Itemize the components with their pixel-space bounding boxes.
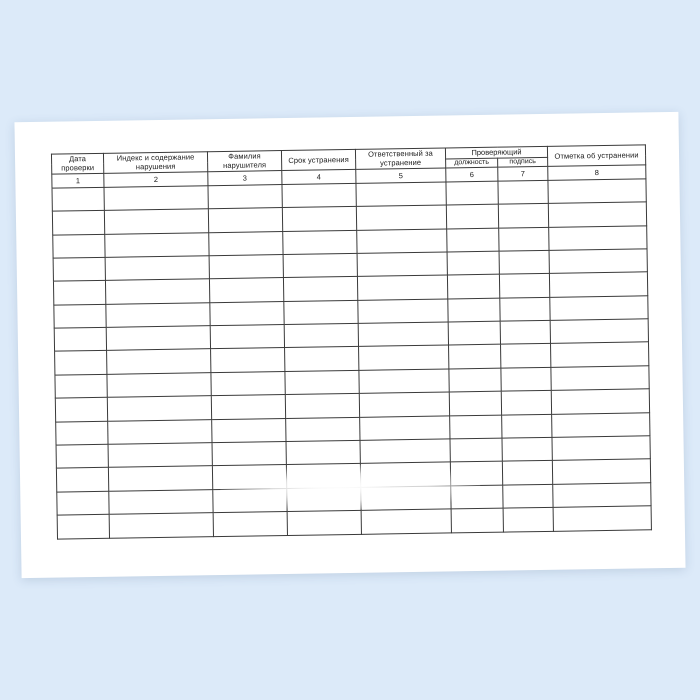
- table-cell[interactable]: [282, 207, 356, 232]
- header-deadline: Срок устранения: [281, 149, 355, 170]
- table-cell[interactable]: [55, 374, 107, 398]
- table-cell[interactable]: [360, 416, 450, 441]
- table-cell[interactable]: [498, 180, 548, 204]
- col-number-6: 6: [446, 167, 498, 182]
- col-number-8: 8: [548, 165, 646, 181]
- table-cell[interactable]: [500, 320, 550, 344]
- table-cell[interactable]: [285, 347, 359, 372]
- table-cell[interactable]: [501, 344, 551, 368]
- table-cell[interactable]: [357, 228, 447, 253]
- table-cell[interactable]: [211, 348, 285, 373]
- table-cell[interactable]: [500, 297, 550, 321]
- table-cell[interactable]: [449, 345, 501, 369]
- table-wrap: [51, 144, 651, 539]
- table-cell[interactable]: [53, 234, 105, 258]
- table-cell[interactable]: [551, 342, 649, 367]
- table-cell[interactable]: [552, 459, 650, 484]
- table-cell[interactable]: [499, 250, 549, 274]
- table-cell[interactable]: [283, 277, 357, 302]
- table-cell[interactable]: [501, 391, 551, 415]
- header-inspector-position: должность: [446, 158, 498, 168]
- table-cell[interactable]: [55, 398, 107, 422]
- table-cell[interactable]: [498, 204, 548, 228]
- table-cell[interactable]: [502, 414, 552, 438]
- table-cell[interactable]: [210, 301, 284, 326]
- table-cell[interactable]: [356, 182, 446, 207]
- table-cell[interactable]: [57, 515, 109, 539]
- table-cell[interactable]: [210, 325, 284, 350]
- table-cell[interactable]: [55, 351, 107, 375]
- table-cell[interactable]: [56, 468, 108, 492]
- table-cell[interactable]: [446, 181, 498, 205]
- table-cell[interactable]: [208, 184, 282, 209]
- table-cell[interactable]: [361, 509, 451, 534]
- paper-sheet: [14, 112, 685, 578]
- table-cell[interactable]: [57, 491, 109, 515]
- table-cell[interactable]: [211, 371, 285, 396]
- table-cell[interactable]: [503, 508, 553, 532]
- table-cell[interactable]: [501, 367, 551, 391]
- table-cell[interactable]: [360, 462, 450, 487]
- table-cell[interactable]: [451, 485, 503, 509]
- table-cell[interactable]: [105, 232, 209, 257]
- table-cell[interactable]: [551, 366, 649, 391]
- table-cell[interactable]: [550, 296, 648, 321]
- table-cell[interactable]: [104, 185, 208, 210]
- header-date: Дата проверки: [51, 153, 103, 174]
- table-cell[interactable]: [446, 204, 498, 228]
- table-cell[interactable]: [549, 249, 647, 274]
- table-cell[interactable]: [106, 302, 210, 327]
- header-responsible: Ответственный за устранение: [355, 148, 445, 169]
- col-number-2: 2: [104, 171, 208, 187]
- inspection-log-table: [51, 144, 652, 539]
- table-cell[interactable]: [552, 436, 650, 461]
- table-cell[interactable]: [56, 444, 108, 468]
- table-cell[interactable]: [211, 395, 285, 420]
- table-cell[interactable]: [283, 253, 357, 278]
- sheet-inner: [14, 112, 685, 578]
- table-cell[interactable]: [548, 179, 646, 204]
- table-cell[interactable]: [550, 319, 648, 344]
- col-number-7: 7: [498, 166, 548, 181]
- table-cell[interactable]: [451, 508, 503, 532]
- table-cell[interactable]: [284, 323, 358, 348]
- table-cell[interactable]: [213, 488, 287, 513]
- table-cell[interactable]: [503, 484, 553, 508]
- table-cell[interactable]: [212, 442, 286, 467]
- table-cell[interactable]: [285, 394, 359, 419]
- table-cell[interactable]: [356, 205, 446, 230]
- table-cell[interactable]: [54, 304, 106, 328]
- table-cell[interactable]: [553, 483, 651, 508]
- table-cell[interactable]: [209, 278, 283, 303]
- table-cell[interactable]: [56, 421, 108, 445]
- col-number-5: 5: [356, 168, 446, 183]
- table-cell[interactable]: [552, 412, 650, 437]
- table-cell[interactable]: [287, 487, 361, 512]
- table-cell[interactable]: [54, 327, 106, 351]
- header-violation: Индекс и содержание нарушения: [103, 152, 207, 173]
- header-inspector-group: Проверяющий: [445, 146, 547, 159]
- table-cell[interactable]: [107, 396, 211, 421]
- table-cell[interactable]: [449, 391, 501, 415]
- table-cell[interactable]: [499, 227, 549, 251]
- col-number-1: 1: [52, 173, 104, 188]
- table-cell[interactable]: [357, 252, 447, 277]
- header-resolution-mark: Отметка об устранении: [547, 145, 645, 166]
- table-cell[interactable]: [359, 345, 449, 370]
- table-cell[interactable]: [553, 506, 651, 531]
- table-cell[interactable]: [450, 415, 502, 439]
- table-cell[interactable]: [447, 274, 499, 298]
- table-cell[interactable]: [502, 437, 552, 461]
- table-cell[interactable]: [287, 511, 361, 536]
- table-cell[interactable]: [447, 251, 499, 275]
- col-number-4: 4: [282, 169, 356, 184]
- table-cell[interactable]: [108, 466, 212, 491]
- table-cell[interactable]: [548, 202, 646, 227]
- header-row-main: [51, 145, 645, 165]
- table-cell[interactable]: [53, 257, 105, 281]
- table-cell[interactable]: [448, 298, 500, 322]
- table-cell[interactable]: [208, 208, 282, 233]
- table-cell[interactable]: [283, 230, 357, 255]
- table-cell[interactable]: [286, 464, 360, 489]
- table-cell[interactable]: [285, 370, 359, 395]
- table-cell[interactable]: [448, 321, 500, 345]
- table-cell[interactable]: [213, 512, 287, 537]
- table-cell[interactable]: [549, 272, 647, 297]
- table-cell[interactable]: [359, 369, 449, 394]
- table-cell[interactable]: [53, 281, 105, 305]
- header-violator-name: Фамилия нарушителя: [207, 151, 281, 172]
- table-cell[interactable]: [447, 228, 499, 252]
- table-cell[interactable]: [358, 299, 448, 324]
- table-cell[interactable]: [361, 486, 451, 511]
- table-body: [52, 179, 651, 539]
- table-cell[interactable]: [359, 392, 449, 417]
- table-cell[interactable]: [286, 440, 360, 465]
- table-cell[interactable]: [108, 419, 212, 444]
- table-cell[interactable]: [209, 231, 283, 256]
- table-cell[interactable]: [52, 187, 104, 211]
- table-cell[interactable]: [104, 209, 208, 234]
- table-cell[interactable]: [286, 417, 360, 442]
- table-cell[interactable]: [284, 300, 358, 325]
- table-cell[interactable]: [358, 322, 448, 347]
- table-cell[interactable]: [107, 373, 211, 398]
- table-cell[interactable]: [502, 461, 552, 485]
- table-cell[interactable]: [357, 275, 447, 300]
- table-cell[interactable]: [212, 418, 286, 443]
- table-cell[interactable]: [209, 254, 283, 279]
- table-cell[interactable]: [212, 465, 286, 490]
- table-cell[interactable]: [499, 274, 549, 298]
- table-cell[interactable]: [105, 279, 209, 304]
- table-cell[interactable]: [109, 490, 213, 515]
- table-cell[interactable]: [282, 183, 356, 208]
- table-cell[interactable]: [549, 225, 647, 250]
- table-cell[interactable]: [52, 210, 104, 234]
- table-cell[interactable]: [105, 256, 209, 281]
- table-cell[interactable]: [360, 439, 450, 464]
- table-cell[interactable]: [450, 438, 502, 462]
- table-cell[interactable]: [108, 443, 212, 468]
- table-cell[interactable]: [109, 513, 213, 538]
- table-cell[interactable]: [551, 389, 649, 414]
- table-cell[interactable]: [450, 462, 502, 486]
- table-cell[interactable]: [107, 349, 211, 374]
- header-inspector-signature: подпись: [498, 157, 548, 167]
- col-number-3: 3: [208, 170, 282, 185]
- table-cell[interactable]: [106, 326, 210, 351]
- table-cell[interactable]: [449, 368, 501, 392]
